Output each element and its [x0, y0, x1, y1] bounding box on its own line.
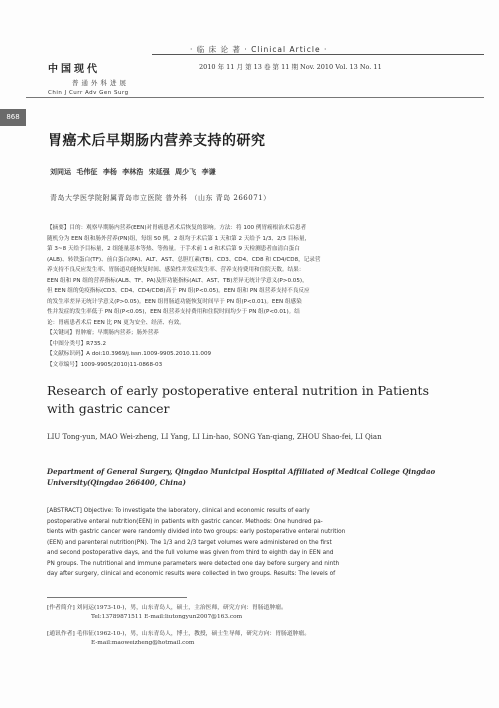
- header-rule: [152, 54, 484, 55]
- abstract-en-line: postoperative enteral nutrition(EEN) in patients with gastric cancer. Methods: One hundred pa-: [47, 518, 323, 525]
- abstract-cn-line: 但 EEN 组的免疫指标(CD3、CD4、CD4/CD8)高于 PN 组(P<0.05)。EEN 组和 PN 组营养支持不良反应: [47, 288, 310, 294]
- abstract-cn-line: (ALB)、转铁蛋白(TF)、前白蛋白(PA)、ALT、AST、总胆红素(TB)、CD3、CD4、CD8 和 CD4/CD8，记录营: [47, 256, 321, 263]
- abstract-cn-line: EEN 组和 PN 组的营养指标(ALB、TF、PA)及肝功能指标(ALT、AST、TB)差异无统计学意义(P>0.05)，: [47, 277, 308, 284]
- abstract-cn-line: 【摘要】目的：观察早期肠内营养(EEN)对胃癌患者术后恢复的影响。方法：将 100 例胃癌根治术后患者: [47, 225, 307, 231]
- abstract-cn: [47, 223, 441, 370]
- article-title-cn: 胃癌术后早期肠内营养支持的研究: [48, 133, 266, 149]
- keywords: 【关键词】胃肿瘤；早期肠内营养；肠外营养: [47, 330, 159, 336]
- abstract-en: [47, 506, 465, 580]
- footnote-author2-info: [通讯作者] 毛伟征(1962-10-)，男，山东青岛人，博士，教授，硕士生导师，研究方向：胃肠道肿瘤。: [47, 631, 311, 637]
- journal-name-en: Chin J Curr Adv Gen Surg: [48, 90, 129, 96]
- affiliation-en: Department of General Surgery, Qingdao Municipal Hospital Affiliated of Medical College Qingdao University(Qingdao 266400, China): [47, 467, 436, 487]
- footnote-author2-contact: E-mail:maoweizheng@hotmail.com: [91, 640, 195, 646]
- abstract-en-line: (EEN) and parenteral nutrition(PN). The 1/3 and 2/3 target volumes were administered on the first: [47, 539, 332, 546]
- abstract-cn-line: 第 3~8 天给予目标量，2 组能量基本等热、等热量。于手术前 1 d 和术后第 9 天检测患者血清白蛋白: [47, 246, 300, 252]
- issue-info: 2010 年 11 月 第 13 卷 第 11 期 Nov. 2010 Vol. 13 No. 11: [199, 63, 382, 71]
- footnote-author1-info: [作者简介] 刘同运(1973-10-)，男，山东青岛人，硕士，主治医师，研究方向：胃肠道肿瘤。: [47, 605, 287, 611]
- footnote-rule: [47, 597, 187, 598]
- journal-name-cn: 中国现代: [48, 64, 100, 75]
- article-title-en: Research of early postoperative enteral nutrition in Patients with gastric cancer: [47, 383, 429, 416]
- page-number: 868: [0, 109, 26, 126]
- abstract-cn-line: 性并发症的发生率低于 PN 组(P<0.05)，EEN 组营养支持费用和住院时间均少于 PN 组(P<0.01)。结: [47, 309, 300, 315]
- abstract-en-line: day after surgery, clinical and economic results were collected in two groups. Results: The levels of: [47, 571, 336, 577]
- footnote-author2: [47, 630, 467, 648]
- header-rule-bottom: [26, 97, 484, 98]
- journal-subname-cn: 普通外科进展: [72, 79, 129, 87]
- article-id: 【文章编号】1009-9905(2010)11-0868-03: [47, 361, 163, 368]
- footnote-author1-contact: Tel:13789871511 E-mail:liutongyun2007@163.com: [91, 614, 243, 620]
- abstract-cn-line: 的发生率差异无统计学意义(P>0.05)。EEN 组胃肠道功能恢复时间早于 PN 组(P<0.01)。EEN 组感染: [47, 298, 302, 305]
- abstract-en-line: [ABSTRACT] Objective: To investigate the laboratory, clinical and economic results of early: [47, 508, 310, 514]
- footnote-author1: [47, 604, 467, 622]
- section-header: · 临 床 论 著 · Clinical Article ·: [190, 45, 328, 54]
- abstract-cn-line: 论：胃癌患者术后 EEN 比 PN 更为安全、经济、有效。: [47, 319, 185, 326]
- authors-en: LIU Tong-yun, MAO Wei-zheng, LI Yang, LI Lin-hao, SONG Yan-qiang, ZHOU Shao-fei, LI Qian: [47, 433, 382, 441]
- clc-number: 【中图分类号】R735.2: [47, 340, 107, 347]
- abstract-en-line: and second postoperative days, and the full volume was given from third to eighth day in EEN and: [47, 550, 334, 556]
- affiliation-cn: 青岛大学医学院附属青岛市立医院 普外科 （山东 青岛 266071）: [50, 194, 271, 202]
- document-code: 【文献标识码】A doi:10.3969/j.issn.1009-9905.2010.11.009: [47, 351, 212, 357]
- authors-cn: 刘同运 毛伟征 李杨 李林浩 宋延强 周少飞 李谦: [50, 168, 216, 176]
- abstract-cn-line: 随机分为 EEN 组和肠外营养(PN)组，每组 50 例。2 组均于术后第 1 天和第 2 天给予 1/3、2/3 目标量，: [47, 235, 311, 242]
- abstract-en-line: PN groups. The nutritional and immune parameters were detected one day before surgery and ninth: [47, 560, 340, 567]
- abstract-cn-line: 养支持不良反应发生率、胃肠道功能恢复时间、感染性并发症发生率、营养支持费用和住院天数。结果：: [47, 267, 305, 273]
- abstract-en-line: tients with gastric cancer were randomly divided into two groups: early postoperative enteral nutrition: [47, 529, 346, 535]
